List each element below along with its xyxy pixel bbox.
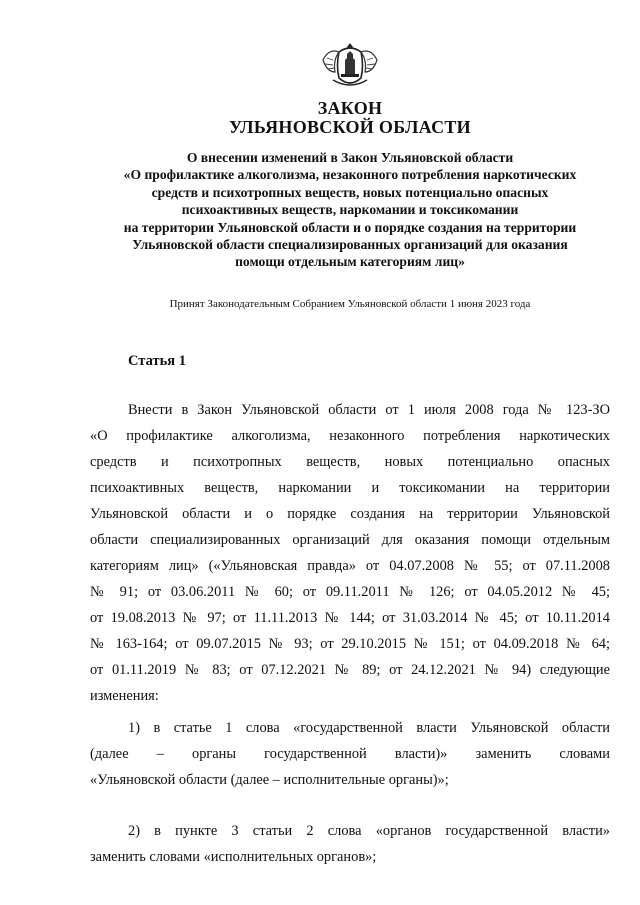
paragraph-line: изменения:: [90, 688, 159, 704]
paragraph-line: «Ульяновской области (далее – исполнительные органы)»;: [90, 772, 449, 788]
subject-line: помощи отдельным категориям лиц»: [235, 254, 465, 270]
amendment-item-1: [90, 715, 610, 793]
subject-line: психоактивных веществ, наркомании и токсикомании: [181, 202, 519, 218]
amendment-item-2: [90, 818, 610, 870]
paragraph-line: от 19.08.2013 № 97; от 11.11.2013 № 144; от 31.03.2014 № 45; от 10.11.2014: [90, 610, 610, 626]
paragraph-line: от 01.11.2019 № 83; от 07.12.2021 № 89; от 24.12.2021 № 94) следующие: [90, 662, 610, 678]
paragraph-line: заменить словами «исполнительных органов»;: [90, 849, 377, 865]
article-intro-paragraph: [90, 397, 610, 709]
ulyanovsk-coat-of-arms-icon: [319, 40, 381, 90]
subject-line: О внесении изменений в Закон Ульяновской области: [186, 150, 514, 165]
region-title: УЛЬЯНОВСКОЙ ОБЛАСТИ: [229, 117, 471, 137]
subject-line: средств и психотропных веществ, новых потенциально опасных: [151, 184, 549, 200]
article-heading: Статья 1: [128, 353, 186, 369]
paragraph-line: Внести в Закон Ульяновской области от 1 июля 2008 года № 123-ЗО: [128, 402, 610, 418]
law-label: ЗАКОН: [317, 98, 383, 118]
paragraph-line: № 91; от 03.06.2011 № 60; от 09.11.2011 № 126; от 04.05.2012 № 45;: [90, 584, 610, 600]
law-subject: [40, 149, 640, 271]
paragraph-line: Ульяновской области и о порядке создания на территории Ульяновской: [90, 506, 610, 522]
paragraph-line: № 163-164; от 09.07.2015 № 93; от 29.10.2015 № 151; от 04.09.2018 № 64;: [90, 636, 610, 652]
paragraph-line: средств и психотропных веществ, новых потенциально опасных: [90, 454, 610, 470]
subject-line: на территории Ульяновской области и о порядке создания на территории: [123, 219, 577, 235]
paragraph-line: «О профилактике алкоголизма, незаконного потребления наркотических: [90, 428, 610, 444]
subject-line: «О профилактике алкоголизма, незаконного потребления наркотических: [123, 167, 577, 183]
paragraph-line: психоактивных веществ, наркомании и токсикомании на территории: [90, 480, 610, 496]
paragraph-line: 2) в пункте 3 статьи 2 слова «органов государственной власти»: [128, 823, 610, 839]
paragraph-line: категориям лиц» («Ульяновская правда» от 04.07.2008 № 55; от 07.11.2008: [90, 558, 610, 574]
adoption-note: Принят Законодательным Собранием Ульяновской области 1 июня 2023 года: [169, 298, 531, 310]
paragraph-line: (далее – органы государственной власти)» заменить словами: [90, 746, 610, 762]
paragraph-line: области специализированных организаций для оказания помощи отдельным: [90, 532, 610, 548]
subject-line: Ульяновской области специализированных организаций для оказания: [132, 237, 568, 253]
paragraph-line: 1) в статье 1 слова «государственной власти Ульяновской области: [128, 720, 610, 736]
